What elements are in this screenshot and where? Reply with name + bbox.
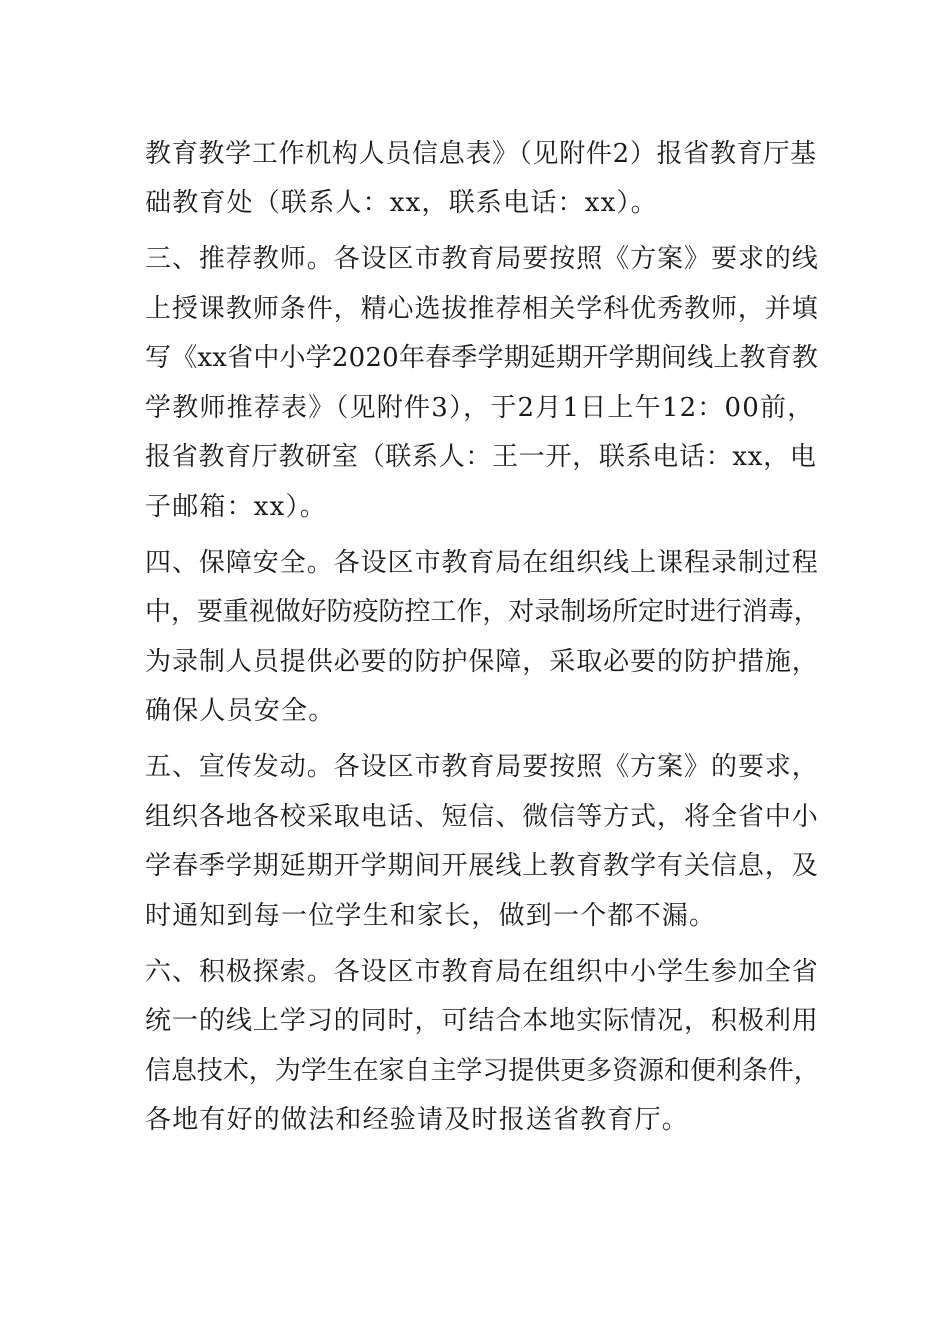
text-line: 学春季学期延期开学期间开展线上教育教学有关信息，及: [145, 851, 819, 881]
text-line: 教育教学工作机构人员信息表》（见附件2）报省教育厅基: [145, 139, 817, 169]
text-line: 时通知到每一位学生和家长，做到一个都不漏。: [145, 901, 717, 931]
text-line: 中，要重视做好防疫防控工作，对录制场所定时进行消毒，: [145, 597, 820, 627]
text-line: 统一的线上学习的同时，可结合本地实际情况，积极利用: [145, 1006, 819, 1036]
text-line: 础教育处（联系人：xx，联系电话：xx）。: [145, 188, 658, 218]
text-line: 学教师推荐表》（见附件3），于2月1日上午12：00前，: [145, 393, 815, 423]
text-line: 五、宣传发动。各设区市教育局要按照《方案》的要求，: [145, 752, 819, 782]
text-line: 子邮箱：xx）。: [145, 492, 327, 522]
text-line: 信息技术，为学生在家自主学习提供更多资源和便利条件，: [145, 1056, 820, 1086]
text-line: 三、推荐教师。各设区市教育局要按照《方案》要求的线: [145, 244, 819, 274]
text-line: 确保人员安全。: [145, 696, 336, 726]
text-line: 写《xx省中小学2020年春季学期延期开学期间线上教育教: [145, 343, 819, 373]
text-line: 组织各地各校采取电话、短信、微信等方式，将全省中小: [145, 802, 819, 832]
text-line: 上授课教师条件，精心选拔推荐相关学科优秀教师，并填: [145, 294, 819, 324]
text-line: 为录制人员提供必要的防护保障，采取必要的防护措施，: [145, 647, 819, 677]
text-line: 四、保障安全。各设区市教育局在组织线上课程录制过程: [145, 548, 819, 578]
text-line: 报省教育厅教研室（联系人：王一开，联系电话：xx，电: [145, 442, 817, 472]
text-line: 各地有好的做法和经验请及时报送省教育厅。: [145, 1105, 690, 1135]
text-line: 六、积极探索。各设区市教育局在组织中小学生参加全省: [145, 957, 819, 987]
